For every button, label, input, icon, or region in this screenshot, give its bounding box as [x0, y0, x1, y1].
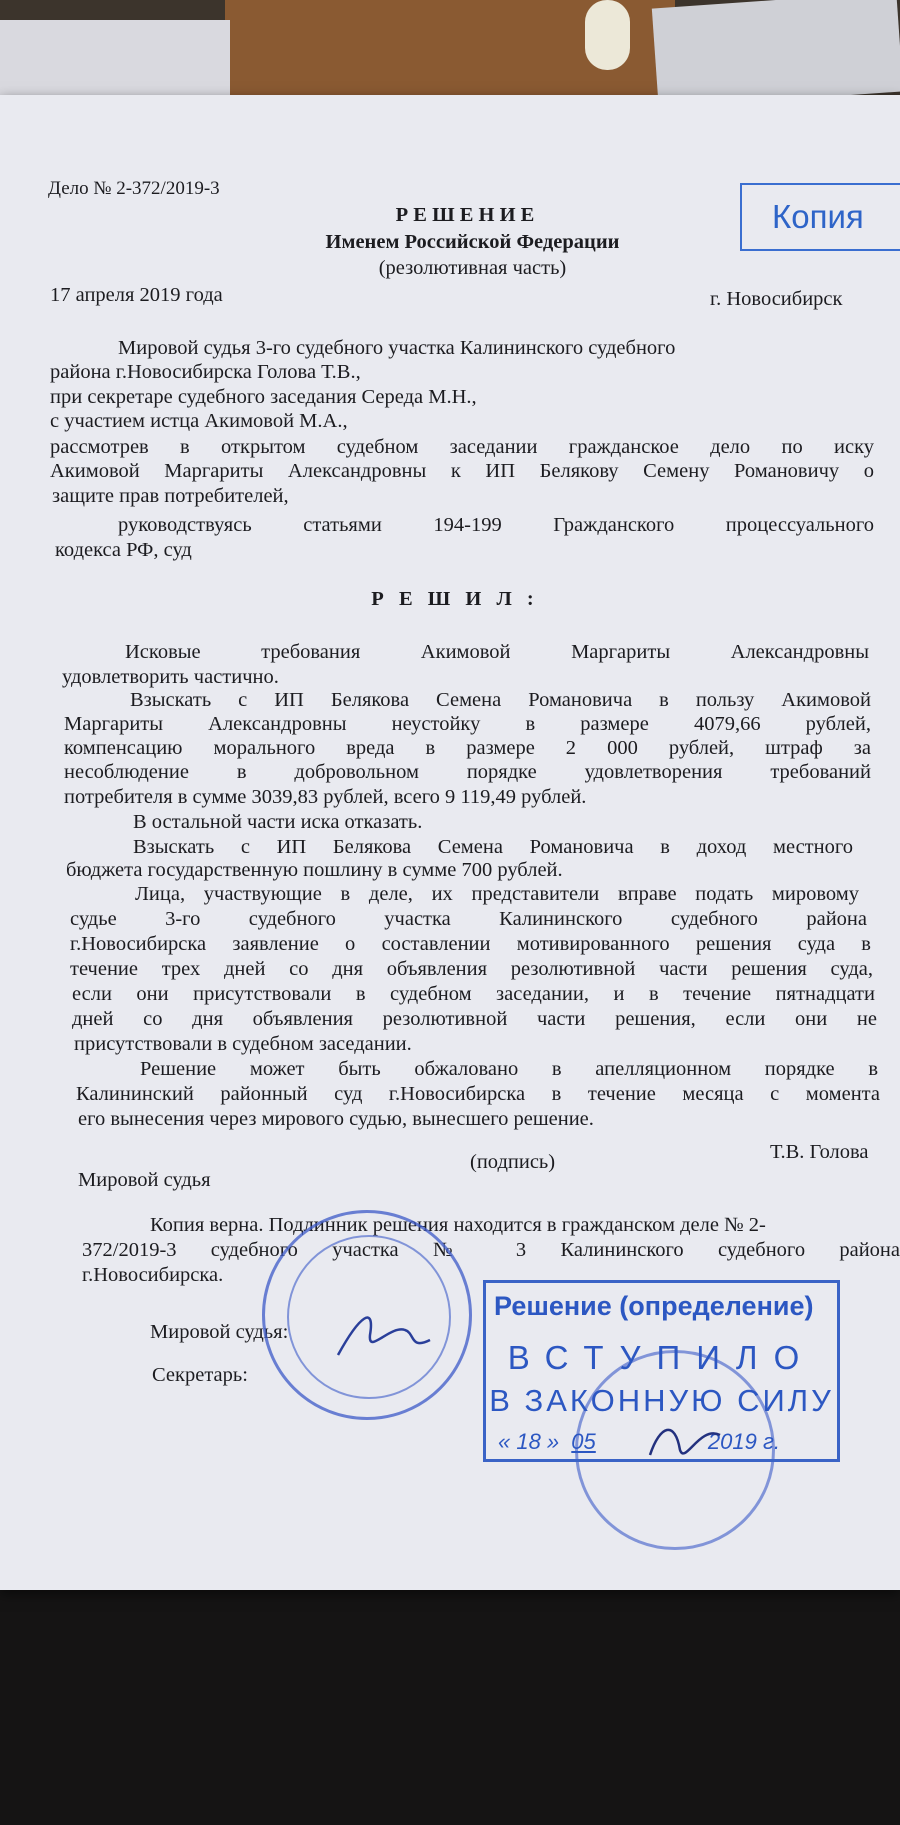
decided-heading: Р Е Ш И Л : — [371, 588, 539, 610]
stamp-signature — [640, 1405, 730, 1475]
ruling-p1-line-2: удовлетворить частично. — [62, 666, 279, 688]
intro-line-1: Мировой судья 3-го судебного участка Калининского судебного — [118, 337, 676, 359]
ruling-p6-line-3: его вынесения через мирового судью, вынесшего решение. — [78, 1108, 594, 1130]
ruling-p5-line-1: Лица, участвующие в деле, их представители вправе подать мировому — [135, 883, 859, 905]
signature-placeholder: (подпись) — [470, 1151, 556, 1173]
intro-line-8: руководствуясь статьями 194-199 Гражданского процессуального — [118, 514, 874, 536]
intro-line-6: Акимовой Маргариты Александровны к ИП Белякову Семену Романовичу о — [50, 460, 874, 482]
ruling-p2-line-3: компенсацию морального вреда в размере 2 000 рублей, штраф за — [64, 737, 871, 759]
lamp-knob — [585, 0, 630, 70]
background-paper-right — [652, 0, 900, 108]
intro-line-2: района г.Новосибирска Голова Т.В., — [50, 361, 361, 383]
ruling-p2-line-1: Взыскать с ИП Белякова Семена Романовича в пользу Акимовой — [130, 689, 871, 711]
ruling-p4-line-2: бюджета государственную пошлину в сумме 700 рублей. — [66, 859, 563, 881]
ruling-p1-line-1: Исковые требования Акимовой Маргариты Александровны — [125, 641, 869, 663]
ruling-p6-line-1: Решение может быть обжаловано в апелляционном порядке в — [140, 1058, 878, 1080]
ruling-p3: В остальной части иска отказать. — [133, 811, 423, 833]
stamp-day: « 18 » — [498, 1429, 560, 1454]
floor-background — [0, 1560, 900, 1825]
intro-line-4: с участием истца Акимовой М.А., — [50, 410, 348, 432]
ruling-p2-line-2: Маргариты Александровны неустойку в размере 4079,66 рублей, — [64, 713, 871, 735]
intro-line-5: рассмотрев в открытом судебном заседании гражданское дело по иску — [50, 436, 874, 458]
ruling-p5-line-7: присутствовали в судебном заседании. — [74, 1033, 412, 1055]
intro-line-3: при секретаре судебного заседания Середа М.Н., — [50, 386, 477, 408]
ruling-p5-line-3: г.Новосибирска заявление о составлении мотивированного решения суда в — [70, 933, 871, 955]
stamp-line-3: В ЗАКОННУЮ СИЛУ — [489, 1383, 834, 1418]
ruling-p6-line-2: Калининский районный суд г.Новосибирска в течение месяца с момента — [76, 1083, 880, 1105]
certification-line-3: г.Новосибирска. — [82, 1264, 224, 1286]
court-decision-document — [0, 95, 900, 1590]
document-part: (резолютивная часть) — [378, 257, 567, 279]
document-subtitle: Именем Российской Федерации — [325, 231, 620, 253]
ruling-p2-line-5: потребителя в сумме 3039,83 рублей, всего 9 119,49 рублей. — [64, 786, 587, 808]
document-title: Р Е Ш Е Н И Е — [395, 204, 535, 226]
certification-line-2: 372/2019-3 судебного участка № 3 Калининского судебного района — [82, 1239, 900, 1261]
case-number: Дело № 2-372/2019-3 — [48, 178, 220, 199]
ruling-p4-line-1: Взыскать с ИП Белякова Семена Романовича в доход местного — [133, 836, 853, 858]
stamp-date — [498, 1429, 780, 1455]
stamp-year: 2019 — [707, 1429, 757, 1454]
ruling-p5-line-2: судье 3-го судебного участка Калининского судебного района — [70, 908, 867, 930]
stamp-line-1: Решение (определение) — [494, 1291, 814, 1321]
stamp-year-suffix: г. — [762, 1429, 780, 1454]
stamp-line-2: ВСТУПИЛО — [507, 1339, 816, 1376]
decision-city: г. Новосибирск — [710, 288, 843, 310]
certification-secretary-label: Секретарь: — [152, 1364, 248, 1386]
judge-signature — [330, 1295, 440, 1375]
decision-date: 17 апреля 2019 года — [50, 284, 223, 306]
ruling-p5-line-6: дней со дня объявления резолютивной части решения, если они не — [72, 1008, 877, 1030]
ruling-p2-line-4: несоблюдение в добровольном порядке удовлетворения требований — [64, 761, 871, 783]
certification-line-1: Копия верна. Подлинник решения находится в гражданском деле № 2- — [150, 1214, 766, 1236]
intro-line-7: защите прав потребителей, — [52, 485, 289, 507]
certification-judge-label: Мировой судья: — [150, 1321, 289, 1343]
ruling-p5-line-5: если они присутствовали в судебном заседании, и в течение пятнадцати — [72, 983, 875, 1005]
ruling-p5-line-4: течение трех дней со дня объявления резолютивной части решения суда, — [70, 958, 873, 980]
copy-stamp-label: Копия — [772, 198, 864, 235]
judge-role: Мировой судья — [78, 1169, 211, 1191]
intro-line-9: кодекса РФ, суд — [55, 539, 192, 561]
judge-name: Т.В. Голова — [770, 1141, 869, 1163]
stamp-month: 05 — [571, 1429, 596, 1454]
